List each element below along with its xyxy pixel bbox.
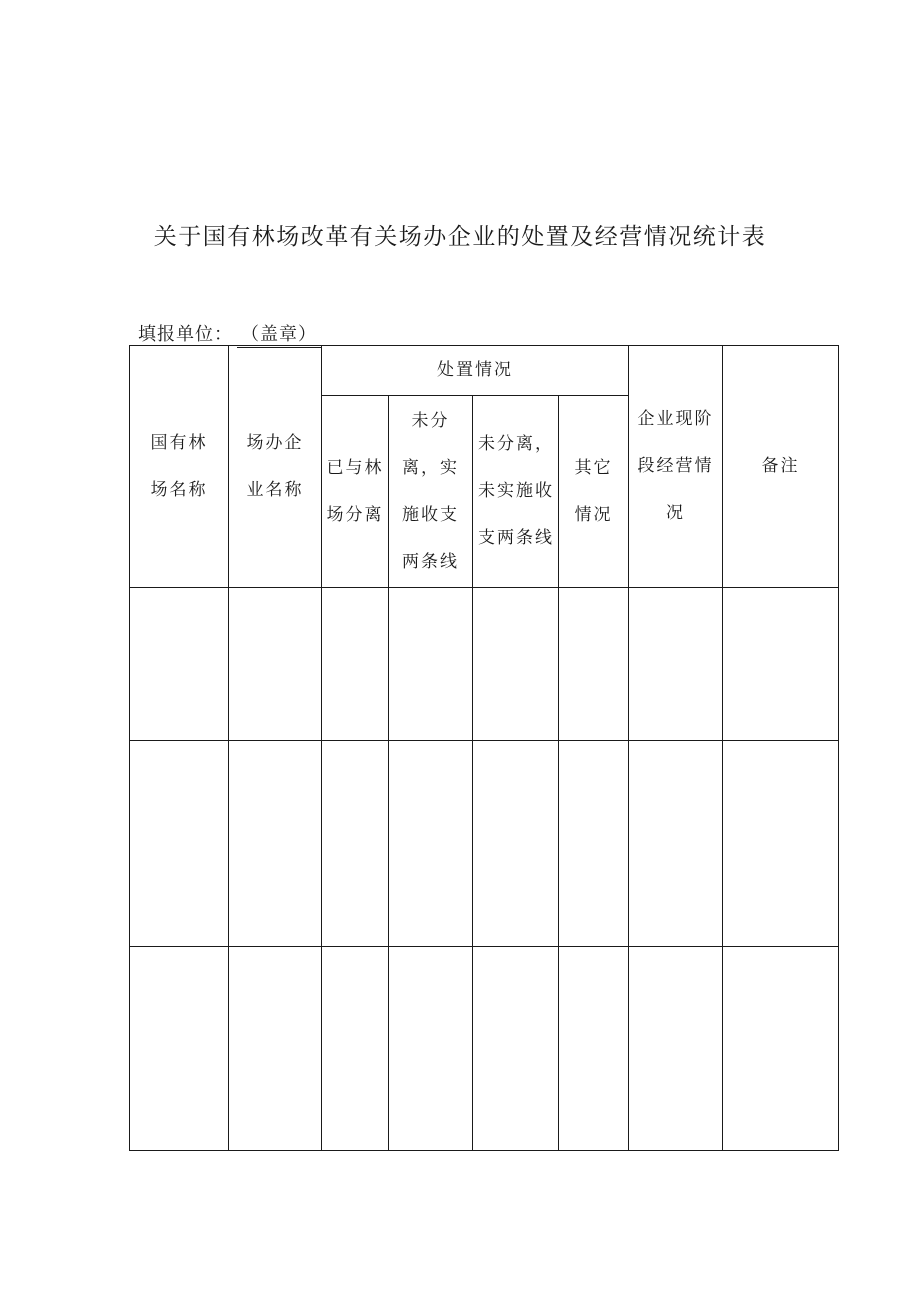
table-cell[interactable] <box>723 588 839 741</box>
statistics-table <box>129 345 839 1151</box>
table-cell[interactable] <box>473 741 559 947</box>
seal-field[interactable]: （盖章） <box>237 320 321 348</box>
table-cell[interactable] <box>229 588 322 741</box>
header-forest-farm-name-text: 国有林场名称 <box>150 432 208 500</box>
table-cell[interactable] <box>130 741 229 947</box>
header-row-1 <box>130 346 839 396</box>
table-cell[interactable] <box>322 947 389 1151</box>
header-current-operation <box>629 346 723 588</box>
header-separated <box>322 396 389 588</box>
header-remarks: 备注 <box>723 346 839 588</box>
header-other <box>559 396 629 588</box>
header-other-text: 其它情况 <box>574 457 613 525</box>
header-not-separated-implemented <box>389 396 473 588</box>
document-title: 关于国有林场改革有关场办企业的处置及经营情况统计表 <box>153 224 767 250</box>
table-cell[interactable] <box>629 947 723 1151</box>
table-cell[interactable] <box>389 741 473 947</box>
fill-unit-line <box>138 320 321 348</box>
header-not-separated-implemented-text: 未分离，实施收支两条线 <box>402 410 459 572</box>
table-row <box>130 741 839 947</box>
table-cell[interactable] <box>723 741 839 947</box>
table-cell[interactable] <box>559 588 629 741</box>
table-cell[interactable] <box>559 741 629 947</box>
header-disposal-group: 处置情况 <box>322 346 629 396</box>
table-cell[interactable] <box>229 741 322 947</box>
table-cell[interactable] <box>389 947 473 1151</box>
table-cell[interactable] <box>229 947 322 1151</box>
header-farm-enterprise-name <box>229 346 322 588</box>
header-not-separated-not-implemented <box>473 396 559 588</box>
table-cell[interactable] <box>130 947 229 1151</box>
table-cell[interactable] <box>322 588 389 741</box>
fill-unit-label: 填报单位： <box>138 324 233 345</box>
header-forest-farm-name <box>130 346 229 588</box>
table-cell[interactable] <box>389 588 473 741</box>
table-row <box>130 588 839 741</box>
header-farm-enterprise-name-text: 场办企业名称 <box>246 432 304 500</box>
table-cell[interactable] <box>473 947 559 1151</box>
table-cell[interactable] <box>629 588 723 741</box>
header-not-separated-not-implemented-text: 未分离，未实施收支两条线 <box>478 434 554 548</box>
table-cell[interactable] <box>322 741 389 947</box>
table-row <box>130 947 839 1151</box>
header-separated-text: 已与林场分离 <box>326 457 384 525</box>
table-cell[interactable] <box>473 588 559 741</box>
header-current-operation-text: 企业现阶段经营情况 <box>637 409 714 523</box>
table-cell[interactable] <box>559 947 629 1151</box>
table-cell[interactable] <box>723 947 839 1151</box>
table-cell[interactable] <box>629 741 723 947</box>
table-cell[interactable] <box>130 588 229 741</box>
